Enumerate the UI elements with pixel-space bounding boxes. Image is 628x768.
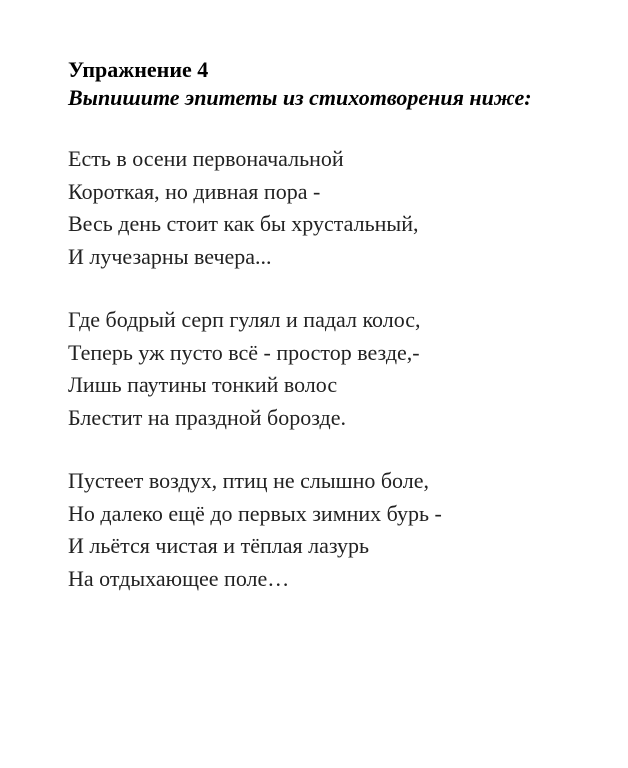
poem-line: Но далеко ещё до первых зимних бурь -	[68, 500, 442, 526]
poem-line: Блестит на праздной борозде.	[68, 404, 346, 430]
exercise-task: Выпишите эпитеты из стихотворения ниже:	[68, 85, 532, 110]
poem-line: На отдыхающее поле…	[68, 565, 290, 591]
stanza-1	[68, 143, 618, 273]
stanza-2	[68, 304, 618, 434]
poem-line: Пустеет воздух, птиц не слышно боле,	[68, 468, 429, 493]
exercise-title: Упражнение 4	[68, 57, 209, 82]
poem-line: Весь день стоит как бы хрустальный,	[68, 211, 419, 236]
poem-line: И льётся чистая и тёплая лазурь	[68, 533, 370, 558]
stanza-3	[68, 465, 618, 595]
document-page	[68, 56, 618, 626]
poem-line: Где бодрый серп гулял и падал колос,	[68, 307, 421, 332]
poem-line: Лишь паутины тонкий волос	[68, 372, 338, 397]
poem	[68, 143, 618, 595]
poem-line: Теперь уж пусто всё - простор везде,-	[68, 339, 420, 365]
poem-line: Короткая, но дивная пора -	[68, 178, 321, 204]
poem-line: Есть в осени первоначальной	[68, 146, 344, 171]
poem-line: И лучезарны вечера...	[68, 243, 272, 269]
